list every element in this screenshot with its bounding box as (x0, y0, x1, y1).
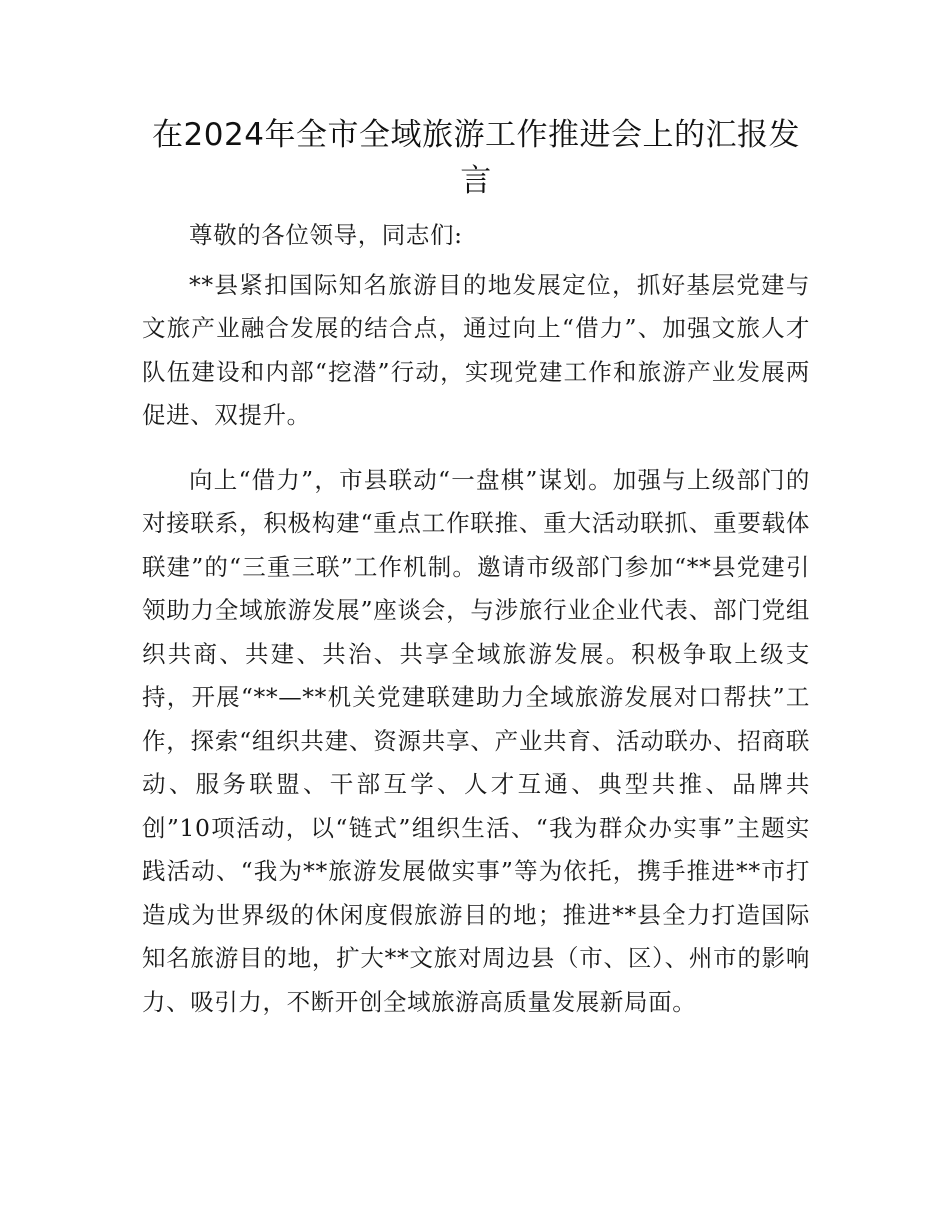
document-title: 在2024年全市全域旅游工作推进会上的汇报发言 (152, 117, 800, 199)
paragraph-borrow-strength: 向上“借力”，市县联动“一盘棋”谋划。加强与上级部门的对接联系，积极构建“重点工作联推、重大活动联抓、重要载体联建”的“三重三联”工作机制。邀请市级部门参加“**县党建引领助力全域旅游发展”座谈会，与涉旅行业企业代表、部门党组织共商、共建、共治、共享全域旅游发展。积极争取上级支持，开展“**—**机关党建联建助力全域旅游发展对口帮扶”工作，探索“组织共建、资源共享、产业共育、活动联办、招商联动、服务联盟、干部互学、人才互通、典型共推、品牌共创”10项活动，以“链式”组织生活、“我为群众办实事”主题实践活动、“我为**旅游发展做实事”等为依托，携手推进**市打造成为世界级的休闲度假旅游目的地；推进**县全力打造国际知名旅游目的地，扩大**文旅对周边县（市、区）、州市的影响力、吸引力，不断开创全域旅游高质量发展新局面。 (142, 465, 810, 1016)
salutation: 尊敬的各位领导，同志们: (189, 221, 463, 249)
document-body (142, 112, 810, 1024)
paragraph-intro: **县紧扣国际知名旅游目的地发展定位，抓好基层党建与文旅产业融合发展的结合点，通过向上“借力”、加强文旅人才队伍建设和内部“挖潜”行动，实现党建工作和旅游产业发展两促进、双提升。 (142, 270, 810, 429)
